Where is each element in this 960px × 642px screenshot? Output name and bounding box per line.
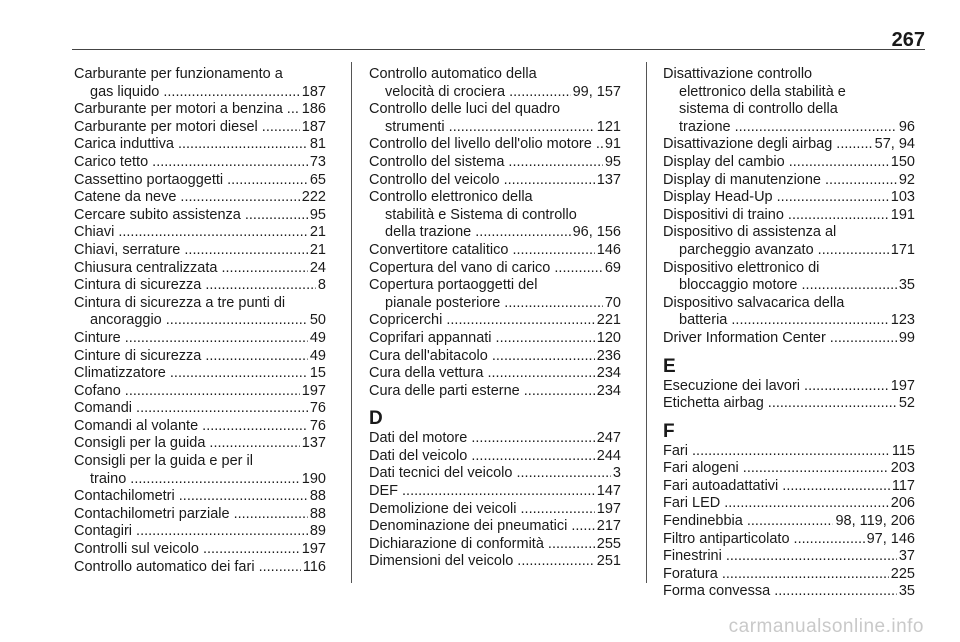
index-entry-text: Display del cambio ..... <box>663 154 889 172</box>
index-entry-text: Cintura di sicurezza a tre punti di <box>74 294 286 311</box>
index-entry-text: stabilità e Sistema di controllo <box>385 206 577 223</box>
index-entry-text: Climatizzatore ..... <box>74 365 308 383</box>
index-entry <box>369 348 621 366</box>
index-entry <box>369 277 621 312</box>
index-entry-text: Comandi ..... <box>74 400 308 418</box>
index-entry <box>369 501 621 519</box>
index-entry-text: Dati del veicolo ..... <box>369 448 595 466</box>
index-entry-text: Cofano ..... <box>74 383 300 401</box>
index-entry-pages: 206 <box>890 495 915 512</box>
index-entry <box>74 189 326 207</box>
index-entry <box>663 566 915 584</box>
index-entry <box>74 101 326 119</box>
index-entry <box>663 378 915 396</box>
index-entry-text: Disattivazione controllo <box>663 66 813 82</box>
index-entry-text: Fendinebbia ..... <box>663 513 833 531</box>
index-entry-text: Cura della vettura ..... <box>369 365 595 383</box>
index-entry <box>663 443 915 461</box>
index-entry-text: Dispositivi di traino ..... <box>663 207 889 225</box>
page-number: 267 <box>891 29 925 51</box>
index-entry-pages: 21 <box>309 241 326 258</box>
index-entry <box>74 154 326 172</box>
index-entry-text: Forma convessa ..... <box>663 583 897 601</box>
index-entry <box>663 136 915 154</box>
index-entry-pages: 81 <box>309 136 326 153</box>
index-entry <box>74 523 326 541</box>
index-entry-text: Fari alogeni ..... <box>663 460 889 478</box>
index-entry <box>663 395 915 413</box>
index-letter-heading: D <box>369 408 383 430</box>
index-entry-text: Disattivazione degli airbag ..... <box>663 136 873 154</box>
index-entry-pages: 103 <box>890 189 915 206</box>
index-entry-text: batteria ..... <box>679 312 889 330</box>
index-entry-pages: 203 <box>890 460 915 477</box>
index-entry-text: Chiavi, serrature ..... <box>74 242 308 260</box>
index-entry-text: Convertitore catalitico ..... <box>369 242 595 260</box>
index-entry <box>74 365 326 383</box>
index-entry-pages: 3 <box>612 465 621 482</box>
index-entry-text: Contachilometri ..... <box>74 488 308 506</box>
index-entry-pages: 15 <box>309 365 326 382</box>
index-entry-pages: 95 <box>604 153 621 170</box>
index-entry-text: Controllo del sistema ..... <box>369 154 603 172</box>
index-entry <box>74 207 326 225</box>
index-entry-pages: 146 <box>596 241 621 258</box>
index-entry-pages: 217 <box>596 518 621 535</box>
index-entry-pages: 117 <box>891 477 915 494</box>
index-entry-pages: 236 <box>596 347 621 364</box>
index-entry-pages: 221 <box>596 312 621 329</box>
index-entry-pages: 137 <box>301 435 326 452</box>
index-entry-pages: 225 <box>890 565 915 582</box>
index-entry-pages: 191 <box>890 206 915 223</box>
index-entry <box>74 506 326 524</box>
index-entry <box>663 531 915 549</box>
index-entry-text: Display Head-Up ..... <box>663 189 889 207</box>
index-entry-text: Dati tecnici del veicolo ..... <box>369 465 611 483</box>
index-entry-text: Comandi al volante ..... <box>74 418 308 436</box>
index-entry-text: strumenti ..... <box>385 119 595 137</box>
index-entry-pages: 96, 156 <box>572 224 621 241</box>
index-entry <box>369 260 621 278</box>
index-entry-text: Carica induttiva ..... <box>74 136 308 154</box>
index-entry-pages: 91 <box>604 136 621 153</box>
index-entry-text: Copertura del vano di carico ..... <box>369 260 603 278</box>
index-entry-pages: 137 <box>596 171 621 188</box>
index-entry-pages: 123 <box>890 312 915 329</box>
index-entry <box>74 453 326 488</box>
index-entry-text: Chiusura centralizzata ..... <box>74 260 308 278</box>
index-entry-text: Etichetta airbag ..... <box>663 395 897 413</box>
index-entry-text: velocità di crociera ..... <box>385 84 571 102</box>
index-entry-pages: 76 <box>309 400 326 417</box>
index-entry <box>369 553 621 571</box>
index-entry-text: Dati del motore ..... <box>369 430 595 448</box>
index-entry <box>663 548 915 566</box>
index-entry-pages: 37 <box>898 548 915 565</box>
index-entry <box>74 260 326 278</box>
index-entry-text: elettronico della stabilità e <box>679 83 846 100</box>
index-entry-pages: 95 <box>309 206 326 223</box>
index-entry-pages: 121 <box>596 118 621 135</box>
index-entry <box>369 365 621 383</box>
index-entry-pages: 76 <box>309 417 326 434</box>
index-letter-heading: E <box>663 355 676 377</box>
index-entry <box>663 260 915 295</box>
index-entry-pages: 255 <box>596 535 621 552</box>
index-entry-pages: 88 <box>309 505 326 522</box>
index-entry <box>74 541 326 559</box>
index-entry-text: Filtro antiparticolato ..... <box>663 531 865 549</box>
index-entry-text: Cura dell'abitacolo ..... <box>369 348 595 366</box>
index-entry <box>74 400 326 418</box>
index-entry-text: Controllo elettronico della <box>369 189 533 206</box>
index-column-2 <box>369 66 621 571</box>
index-entry-text: Carburante per funzionamento a <box>74 66 283 82</box>
index-entry-text: Dispositivo elettronico di <box>663 259 820 276</box>
index-entry-text: Coprifari appannati ..... <box>369 330 595 348</box>
index-entry-pages: 247 <box>596 430 621 447</box>
index-entry <box>369 383 621 401</box>
index-letter-heading: F <box>663 420 675 442</box>
index-entry-text: Esecuzione dei lavori ..... <box>663 378 889 396</box>
index-entry-pages: 88 <box>309 488 326 505</box>
index-entry <box>663 172 915 190</box>
index-entry-pages: 197 <box>301 382 326 399</box>
index-entry-pages: 96 <box>898 118 915 135</box>
index-entry <box>369 66 621 101</box>
index-entry <box>74 119 326 137</box>
index-entry-pages: 234 <box>596 382 621 399</box>
index-entry-text: Denominazione dei pneumatici ..... <box>369 518 595 536</box>
index-entry <box>74 435 326 453</box>
index-entry <box>74 418 326 436</box>
index-entry-pages: 147 <box>596 483 621 500</box>
index-entry-pages: 50 <box>309 312 326 329</box>
index-entry-text: ancoraggio ..... <box>90 312 308 330</box>
index-entry <box>369 483 621 501</box>
index-entry <box>663 460 915 478</box>
index-column-1 <box>74 66 326 576</box>
index-entry <box>663 478 915 496</box>
index-entry-pages: 187 <box>301 118 326 135</box>
index-entry <box>74 330 326 348</box>
index-entry-text: gas liquido ..... <box>90 84 300 102</box>
index-entry <box>663 495 915 513</box>
index-entry-pages: 92 <box>898 171 915 188</box>
column-divider-1 <box>351 62 352 583</box>
index-entry-text: Foratura ..... <box>663 566 889 584</box>
index-entry-pages: 73 <box>309 153 326 170</box>
index-entry-pages: 99, 157 <box>572 83 621 100</box>
index-entry-text: della trazione ..... <box>385 224 571 242</box>
index-entry <box>74 348 326 366</box>
index-entry-pages: 49 <box>309 347 326 364</box>
index-entry-pages: 197 <box>301 541 326 558</box>
index-entry <box>369 101 621 136</box>
index-entry-pages: 21 <box>309 224 326 241</box>
index-entry <box>74 488 326 506</box>
index-entry <box>74 172 326 190</box>
index-entry-pages: 115 <box>891 442 915 459</box>
index-entry-text: Controllo automatico della <box>369 66 537 82</box>
index-entry-pages: 116 <box>302 558 326 575</box>
index-entry-pages: 65 <box>309 171 326 188</box>
index-entry-text: Cura delle parti esterne ..... <box>369 383 595 401</box>
index-entry <box>663 207 915 225</box>
index-entry-pages: 70 <box>604 294 621 311</box>
index-entry <box>74 136 326 154</box>
index-entry <box>663 583 915 601</box>
index-entry-pages: 186 <box>301 101 326 118</box>
index-entry <box>369 448 621 466</box>
index-entry <box>369 154 621 172</box>
index-entry <box>74 224 326 242</box>
index-entry-pages: 187 <box>301 83 326 100</box>
index-entry-pages: 49 <box>309 329 326 346</box>
index-entry-text: Dispositivo di assistenza al <box>663 224 837 241</box>
index-entry <box>369 172 621 190</box>
index-entry-pages: 197 <box>596 500 621 517</box>
index-entry-pages: 251 <box>596 553 621 570</box>
index-entry <box>369 242 621 260</box>
index-entry-pages: 234 <box>596 365 621 382</box>
index-entry-text: Chiavi ..... <box>74 224 308 242</box>
index-entry <box>74 277 326 295</box>
index-entry-text: Copricerchi ..... <box>369 312 595 330</box>
index-entry-text: parcheggio avanzato ..... <box>679 242 889 260</box>
index-entry-text: Cinture ..... <box>74 330 308 348</box>
index-entry-pages: 222 <box>301 189 326 206</box>
index-entry-text: Controllo del livello dell'olio motore ..... <box>369 136 603 154</box>
index-entry-text: Dichiarazione di conformità ..... <box>369 536 595 554</box>
index-entry <box>74 383 326 401</box>
index-entry-pages: 99 <box>898 329 915 346</box>
index-entry-pages: 150 <box>890 153 915 170</box>
index-entry <box>74 242 326 260</box>
index-entry <box>663 189 915 207</box>
index-entry <box>663 295 915 330</box>
index-entry-text: Carico tetto ..... <box>74 154 308 172</box>
index-entry-pages: 120 <box>596 329 621 346</box>
index-entry-text: Finestrini ..... <box>663 548 897 566</box>
index-entry <box>369 430 621 448</box>
index-entry <box>369 518 621 536</box>
index-entry-text: trazione ..... <box>679 119 897 137</box>
index-entry-text: bloccaggio motore ..... <box>679 277 897 295</box>
index-entry-pages: 98, 119, 206 <box>835 513 915 530</box>
index-entry-pages: 35 <box>898 583 915 600</box>
index-entry-pages: 244 <box>596 447 621 464</box>
index-entry-pages: 35 <box>898 277 915 294</box>
index-entry-text: Copertura portaoggetti del <box>369 277 538 294</box>
index-entry-text: Carburante per motori diesel ..... <box>74 119 300 137</box>
header-rule <box>72 49 925 50</box>
index-entry-text: Cintura di sicurezza ..... <box>74 277 316 295</box>
index-entry-text: Controlli sul veicolo ..... <box>74 541 300 559</box>
index-entry-text: Dispositivo salvacarica della <box>663 294 845 311</box>
index-entry-text: Contachilometri parziale ..... <box>74 506 308 524</box>
index-entry-text: Carburante per motori a benzina ..... <box>74 101 300 119</box>
index-entry-text: Dimensioni del veicolo ..... <box>369 553 595 571</box>
index-entry-text: Display di manutenzione ..... <box>663 172 897 190</box>
index-entry-text: Controllo automatico dei fari ..... <box>74 559 301 577</box>
index-entry <box>663 224 915 259</box>
index-entry <box>74 295 326 330</box>
index-entry-text: Fari autoadattativi ..... <box>663 478 890 496</box>
index-entry-pages: 52 <box>898 395 915 412</box>
column-divider-2 <box>646 62 647 583</box>
index-entry-text: Cinture di sicurezza ..... <box>74 348 308 366</box>
index-entry-text: traino ..... <box>90 471 300 489</box>
index-entry-text: Consigli per la guida ..... <box>74 435 300 453</box>
index-entry-text: Demolizione dei veicoli ..... <box>369 501 595 519</box>
index-entry-text: Cassettino portaoggetti ..... <box>74 172 308 190</box>
index-entry-pages: 97, 146 <box>866 530 915 547</box>
index-entry <box>663 154 915 172</box>
index-entry-text: Cercare subito assistenza ..... <box>74 207 308 225</box>
index-entry <box>369 136 621 154</box>
index-column-3 <box>663 66 915 601</box>
index-entry <box>663 66 915 136</box>
index-entry-text: Controllo delle luci del quadro <box>369 101 561 118</box>
index-entry-text: Consigli per la guida e per il <box>74 453 253 470</box>
index-entry <box>663 513 915 531</box>
index-entry-pages: 57, 94 <box>874 136 915 153</box>
index-entry <box>369 312 621 330</box>
index-entry-pages: 190 <box>301 470 326 487</box>
index-entry-pages: 171 <box>890 241 915 258</box>
index-entry-text: Driver Information Center ..... <box>663 330 897 348</box>
index-entry-pages: 69 <box>604 259 621 276</box>
index-entry <box>369 330 621 348</box>
index-entry-text: Contagiri ..... <box>74 523 308 541</box>
index-entry-text: sistema di controllo della <box>679 101 838 118</box>
index-entry <box>74 559 326 577</box>
index-entry-text: Fari LED ..... <box>663 495 889 513</box>
index-entry-pages: 24 <box>309 259 326 276</box>
index-entry-text: DEF ..... <box>369 483 595 501</box>
index-entry <box>369 189 621 242</box>
index-entry-text: pianale posteriore ..... <box>385 295 603 313</box>
index-entry <box>369 536 621 554</box>
index-entry <box>663 330 915 348</box>
index-entry-text: Catene da neve ..... <box>74 189 300 207</box>
index-entry-text: Controllo del veicolo ..... <box>369 172 595 190</box>
index-entry-pages: 8 <box>317 277 326 294</box>
index-entry <box>74 66 326 101</box>
watermark: carmanualsonline.info <box>728 616 924 637</box>
index-entry-text: Fari ..... <box>663 443 890 461</box>
index-entry-pages: 89 <box>309 523 326 540</box>
index-entry-pages: 197 <box>890 377 915 394</box>
index-entry <box>369 465 621 483</box>
